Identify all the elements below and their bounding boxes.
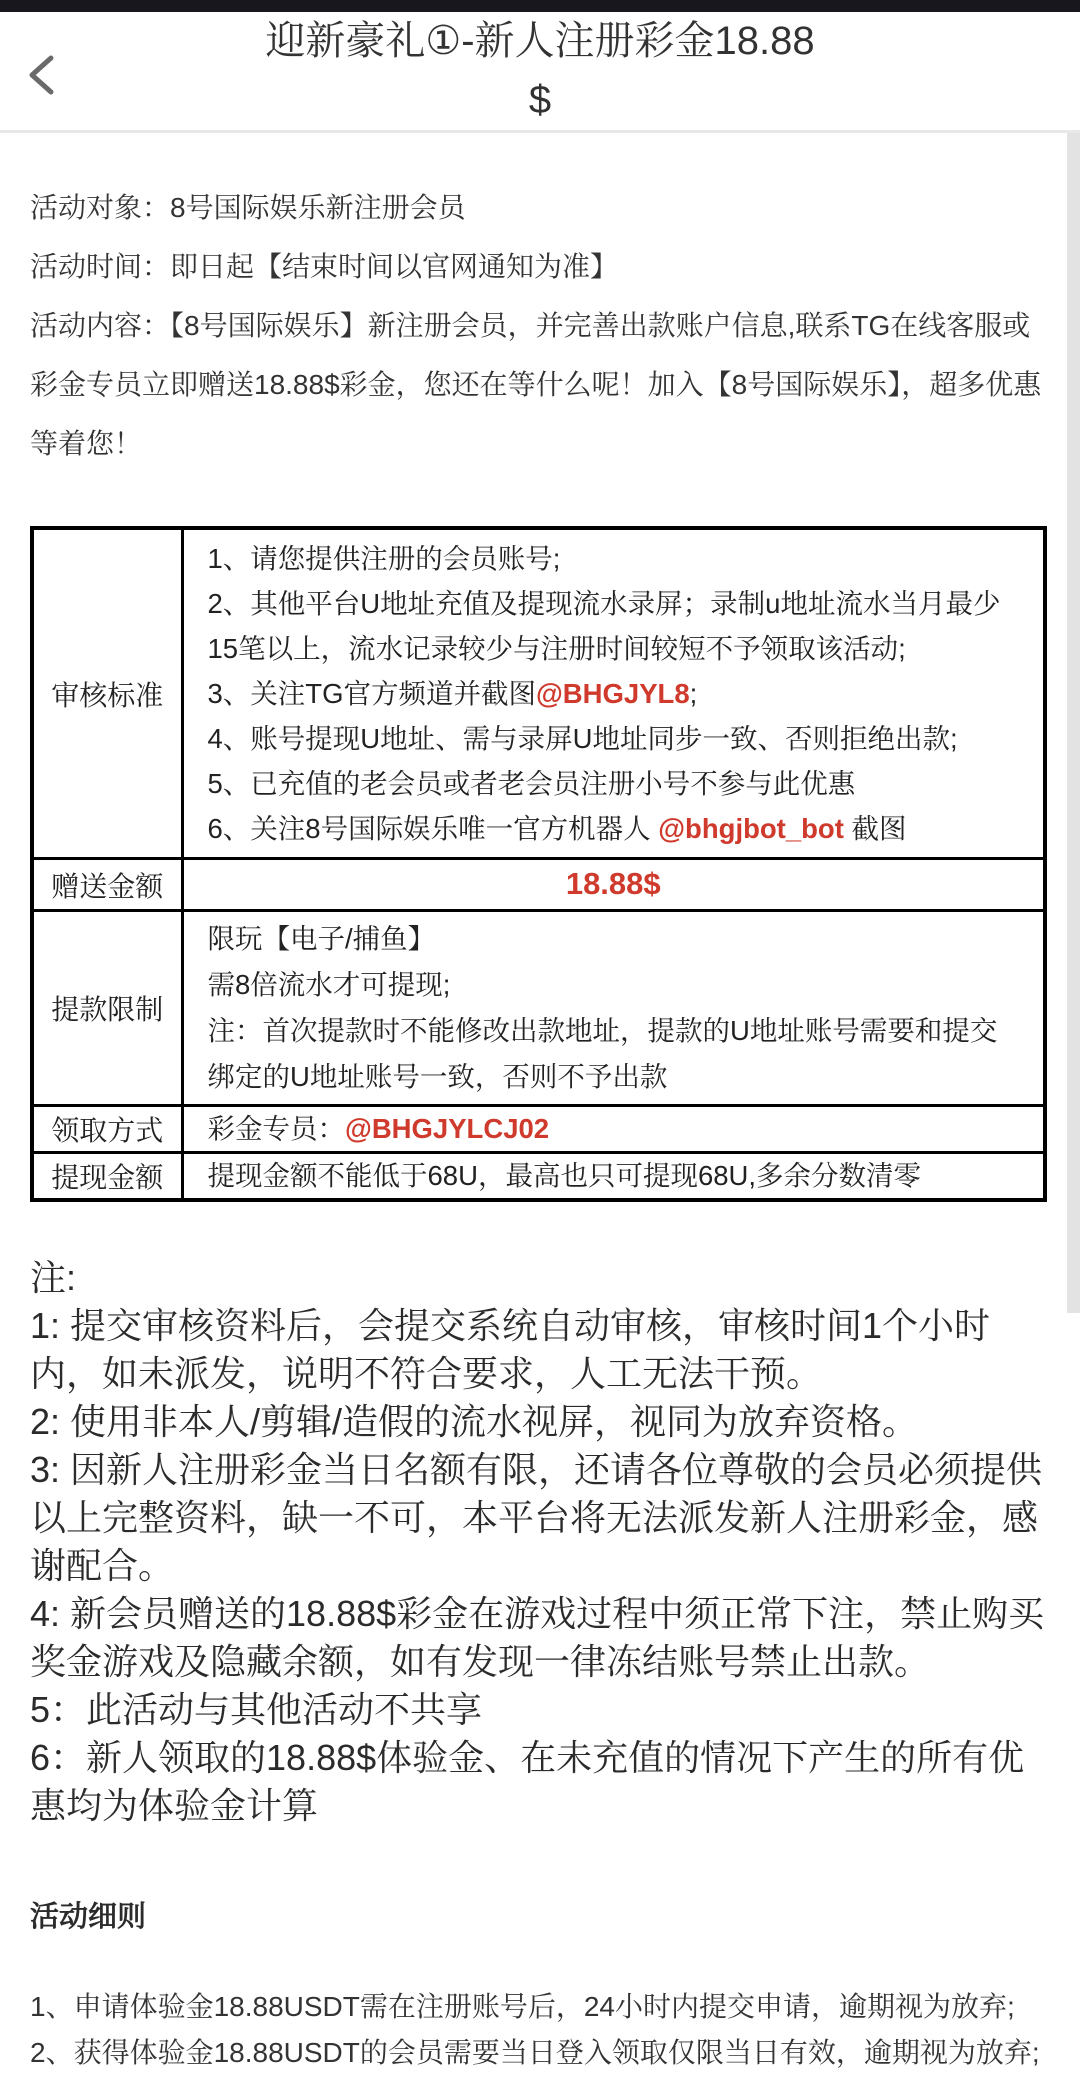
row-label: 领取方式 [32, 1106, 182, 1153]
highlight-text: @bhgjbot_bot [658, 813, 844, 844]
row-content [182, 528, 1045, 859]
cell-line [208, 1008, 1020, 1100]
intro-section [30, 178, 1046, 473]
table-row [32, 1153, 1045, 1201]
text-segment: 提现金额不能低于68U，最高也只可提现68U,多余分数清零 [207, 1160, 922, 1191]
note-item: 2: 使用非本人/剪辑/造假的流水视屏，视同为放弃资格。 [30, 1401, 919, 1442]
text-segment: 限玩【电子/捕鱼】 [207, 923, 436, 954]
row-content [182, 1106, 1045, 1153]
cell-line [208, 761, 1020, 806]
header-divider [0, 130, 1080, 133]
text-segment: 6、关注8号国际娱乐唯一官方机器人 [207, 813, 659, 844]
cell-line [208, 1111, 1020, 1147]
page-title-line2: $ [528, 78, 552, 122]
intro-paragraph: 活动内容：【8号国际娱乐】新注册会员，并完善出款账户信息,联系TG在线客服或彩金专员立即赠送18.88$彩金，您还在等什么呢！加入【8号国际娱乐】，超多优惠等着您！ [30, 310, 1042, 459]
cell-line [188, 864, 1040, 905]
text-segment: 需8倍流水才可提现; [207, 969, 451, 1000]
text-segment: 彩金专员： [207, 1113, 345, 1144]
app-header [0, 12, 1080, 130]
row-content [182, 911, 1045, 1106]
row-label: 提款限制 [32, 911, 182, 1106]
cell-line [208, 1158, 1020, 1194]
text-segment: 5、已充值的老会员或者老会员注册小号不参与此优惠 [207, 768, 856, 799]
notes-section [30, 1254, 1050, 1830]
text-segment: ; [689, 678, 698, 709]
page-title-line1: 迎新豪礼①-新人注册彩金18.88 [265, 19, 815, 63]
row-label: 赠送金额 [32, 859, 182, 911]
chevron-left-icon [26, 53, 56, 100]
detail-item: 1、申请体验金18.88USDT需在注册账号后，24小时内提交申请，逾期视为放弃; [30, 1991, 1015, 2022]
status-bar [0, 0, 1080, 12]
text-segment: 1、请您提供注册的会员账号; [207, 543, 561, 574]
cell-line [208, 581, 1020, 671]
table-row [32, 859, 1045, 911]
intro-paragraph: 活动时间：即日起【结束时间以官网通知为准】 [30, 251, 619, 282]
cell-line [208, 962, 1020, 1008]
note-item: 5：此活动与其他活动不共享 [30, 1689, 483, 1730]
table-row [32, 1106, 1045, 1153]
row-label: 提现金额 [32, 1153, 182, 1201]
highlight-text: @BHGJYLCJ02 [345, 1113, 550, 1144]
promo-rules-table [30, 526, 1047, 1202]
row-content [182, 1153, 1045, 1201]
text-segment: 截图 [843, 813, 907, 844]
cell-line [208, 916, 1020, 962]
back-button[interactable] [26, 50, 66, 102]
details-section [30, 1984, 1050, 2076]
page-title [265, 12, 814, 130]
text-segment: 2、其他平台U地址充值及提现流水录屏；录制u地址流水当月最少15笔以上，流水记录较少与注册时间较短不予领取该活动; [207, 588, 1001, 664]
highlight-text: @BHGJYL8 [535, 678, 690, 709]
cell-line [208, 671, 1020, 716]
note-item: 3: 因新人注册彩金当日名额有限，还请各位尊敬的会员必须提供以上完整资料，缺一不可，本平台将无法派发新人注册彩金，感谢配合。 [30, 1449, 1043, 1586]
details-heading: 活动细则 [30, 1901, 147, 1933]
table-row [32, 911, 1045, 1106]
note-item: 6：新人领取的18.88$体验金、在未充值的情况下产生的所有优惠均为体验金计算 [30, 1737, 1025, 1826]
note-item: 1: 提交审核资料后，会提交系统自动审核，审核时间1个小时内，如未派发，说明不符合要求，人工无法干预。 [30, 1305, 991, 1394]
note-item: 4: 新会员赠送的18.88$彩金在游戏过程中须正常下注，禁止购买奖金游戏及隐藏余额，如有发现一律冻结账号禁止出款。 [30, 1593, 1045, 1682]
detail-item: 2、获得体验金18.88USDT的会员需要当日登入领取仅限当日有效，逾期视为放弃; [30, 2037, 1040, 2068]
cell-line [208, 536, 1020, 581]
text-segment: 4、账号提现U地址、需与录屏U地址同步一致、否则拒绝出款; [207, 723, 958, 754]
row-content [182, 859, 1045, 911]
text-segment: 3、关注TG官方频道并截图 [207, 678, 536, 709]
row-label: 审核标准 [32, 528, 182, 859]
highlight-text: 18.88$ [565, 866, 661, 901]
intro-paragraph: 活动对象：8号国际娱乐新注册会员 [30, 192, 466, 223]
scrollbar-thumb[interactable] [1067, 133, 1080, 1313]
cell-line [208, 806, 1020, 851]
table-row [32, 528, 1045, 859]
cell-line [208, 716, 1020, 761]
text-segment: 注：首次提款时不能修改出款地址，提款的U地址账号需要和提交绑定的U地址账号一致，否则不予出款 [207, 1015, 998, 1092]
notes-heading: 注: [30, 1257, 77, 1298]
